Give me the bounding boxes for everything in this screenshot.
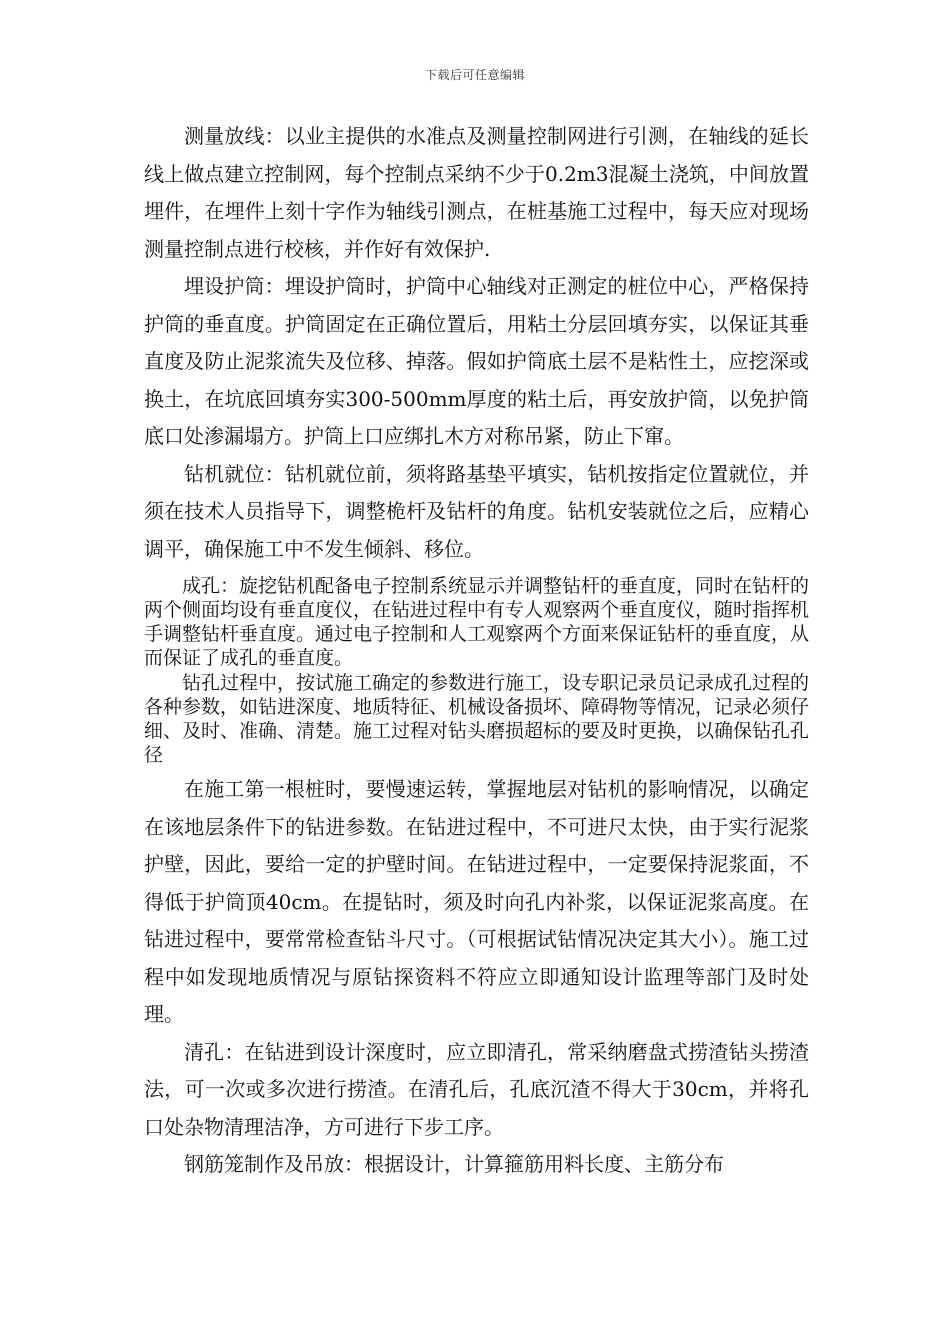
paragraph-rig-positioning: 钻机就位：钻机就位前，须将路基垫平填实，钻机按指定位置就位，并须在技术人员指导下，调整桅杆及钻杆的角度。钻机安装就位之后，应精心调平，确保施工中不发生倾斜、移位。 <box>144 461 809 561</box>
paragraph-hole-forming: 成孔：旋挖钻机配备电子控制系统显示并调整钻杆的垂直度，同时在钻杆的两个侧面均设有垂直度仪，在钻进过程中有专人观察两个垂直度仪，随时指挥机手调整钻杆垂直度。通过电子控制和人工观察两个方面来保证钻杆的垂直度，从而保证了成孔的垂直度。 <box>144 575 810 669</box>
paragraph-drilling-process: 钻孔过程中，按试施工确定的参数进行施工，设专职记录员记录成孔过程的各种参数，如钻进深度、地质特征、机械设备损坏、障碍物等情况，记录必须仔细、及时、准确、清楚。施工过程对钻头磨损超标的要及时更换，以确保钻孔孔径 <box>144 672 810 766</box>
document-body <box>144 118 809 1184</box>
paragraph-casing-burial: 埋设护筒：埋设护筒时，护筒中心轴线对正测定的桩位中心，严格保持护筒的垂直度。护筒固定在正确位置后，用粘土分层回填夯实，以保证其垂直度及防止泥浆流失及位移、掉落。假如护筒底土层不是粘性土，应挖深或换土，在坑底回填夯实300-500mm厚度的粘土后，再安放护筒，以免护筒底口处渗漏塌方。护筒上口应绑扎木方对称吊紧，防止下窜。 <box>144 274 809 448</box>
paragraph-rebar-cage: 钢筋笼制作及吊放：根据设计，计算箍筋用料长度、主筋分布 <box>184 1152 724 1176</box>
paragraph-first-pile: 在施工第一根桩时，要慢速运转，掌握地层对钻机的影响情况，以确定在该地层条件下的钻进参数。在钻进过程中，不可进尺太快，由于实行泥浆护壁，因此，要给一定的护壁时间。在钻进过程中，一定要保持泥浆面，不得低于护筒顶40cm。在提钻时，须及时向孔内补浆，以保证泥浆高度。在钻进过程中，要常常检查钻斗尺寸。（可根据试钻情况决定其大小）。施工过程中如发现地质情况与原钻探资料不符应立即通知设计监理等部门及时处理。 <box>144 777 809 1026</box>
paragraph-survey-layout: 测量放线：以业主提供的水准点及测量控制网进行引测，在轴线的延长线上做点建立控制网，每个控制点采纳不少于0.2m3混凝土浇筑，中间放置埋件，在埋件上刻十字作为轴线引测点，在桩基施工过程中，每天应对现场测量控制点进行校核，并作好有效保护. <box>144 124 809 261</box>
paragraph-hole-cleaning: 清孔：在钻进到设计深度时，应立即清孔，常采纳磨盘式捞渣钻头捞渣法，可一次或多次进行捞渣。在清孔后，孔底沉渣不得大于30cm，并将孔口处杂物清理洁净，方可进行下步工序。 <box>144 1039 809 1139</box>
page-header: 下载后可任意编辑 <box>424 68 525 82</box>
